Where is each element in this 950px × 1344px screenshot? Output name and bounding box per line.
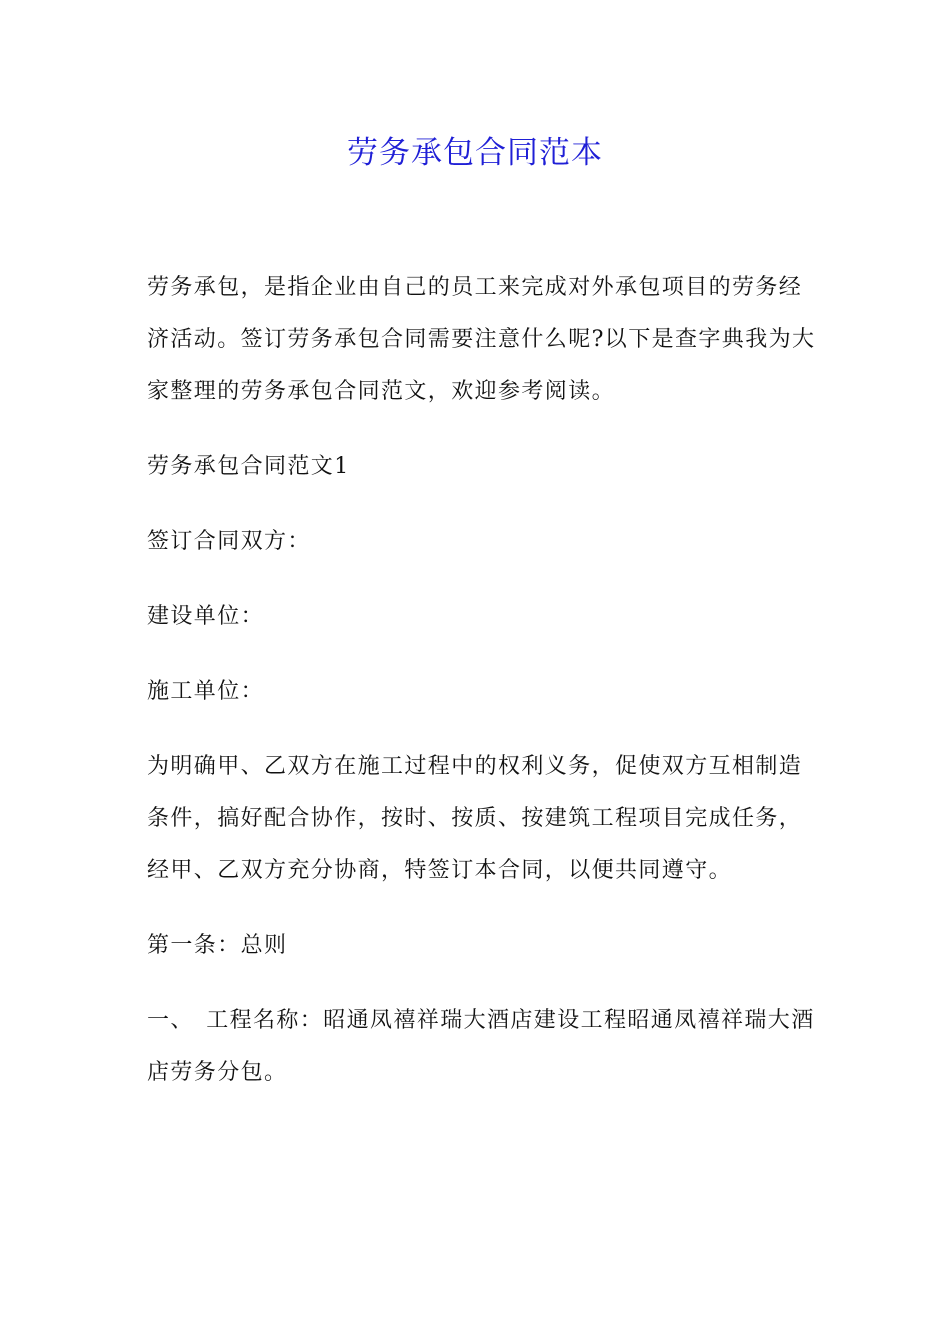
sample-heading: 劳务承包合同范文1 bbox=[147, 454, 350, 479]
project-name-paragraph: 一、 工程名称：昭通凤禧祥瑞大酒店建设工程昭通凤禧祥瑞大酒店劳务分包。 bbox=[147, 1008, 815, 1085]
document-body bbox=[147, 262, 817, 1122]
construction-unit-label: 建设单位： bbox=[147, 604, 265, 629]
article-one-heading: 第一条：总则 bbox=[147, 933, 288, 958]
contract-parties-label: 签订合同双方： bbox=[147, 529, 311, 554]
purpose-paragraph: 为明确甲、乙双方在施工过程中的权利义务，促使双方互相制造条件，搞好配合协作，按时、按质、按建筑工程项目完成任务，经甲、乙双方充分协商，特签订本合同，以便共同遵守。 bbox=[147, 754, 803, 883]
document-title: 劳务承包合同范本 bbox=[347, 135, 603, 171]
intro-paragraph: 劳务承包，是指企业由自己的员工来完成对外承包项目的劳务经济活动。签订劳务承包合同需要注意什么呢?以下是查字典我为大家整理的劳务承包合同范文，欢迎参考阅读。 bbox=[147, 275, 816, 404]
builder-unit-label: 施工单位： bbox=[147, 679, 265, 704]
